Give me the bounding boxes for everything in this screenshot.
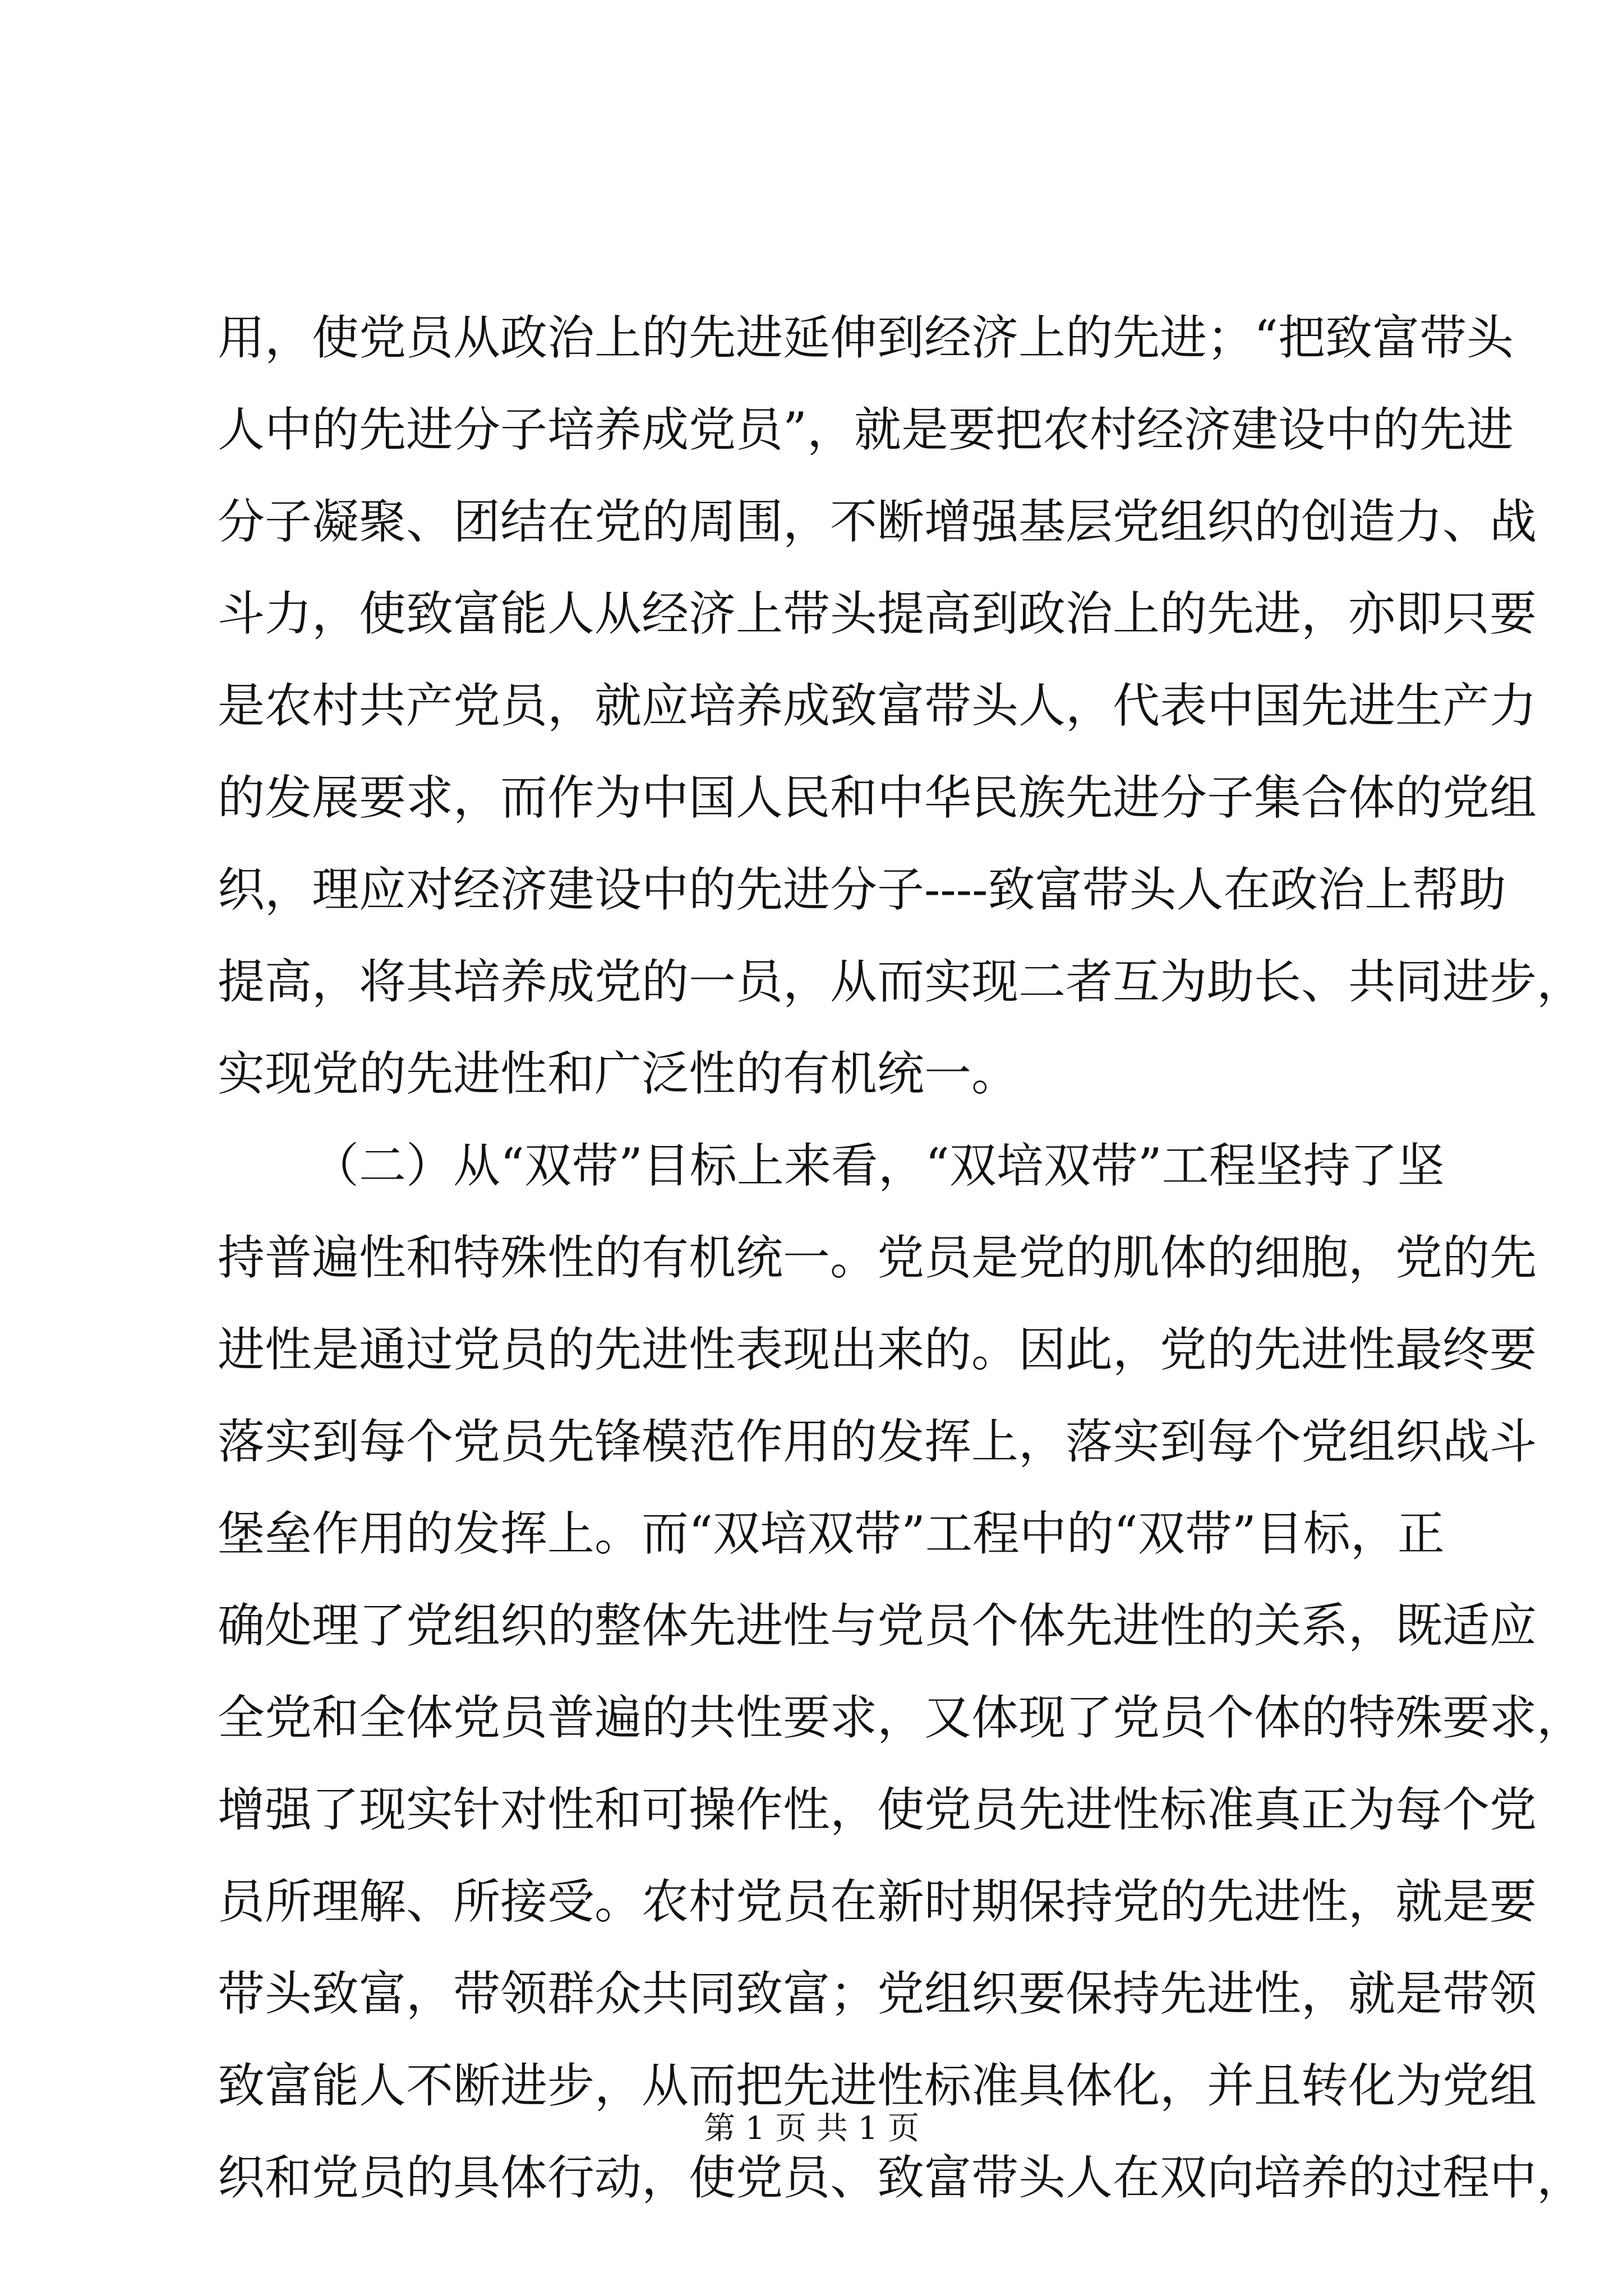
text-line: 用，使党员从政治上的先进延伸到经济上的先进；“把致富带头	[218, 310, 1514, 365]
text-line: 织，理应对经济建设中的先进分子----致富带头人在政治上帮助	[218, 862, 1506, 917]
text-line: 人中的先进分子培养成党员”，就是要把农村经济建设中的先进	[218, 402, 1514, 457]
text-line: 织和党员的具体行动，使党员、致富带头人在双向培养的过程中，	[218, 2150, 1584, 2205]
text-line: 斗力，使致富能人从经济上带头提高到政治上的先进，亦即只要	[218, 586, 1537, 641]
text-line: 带头致富，带领群众共同致富；党组织要保持先进性，就是带领	[218, 1966, 1537, 2021]
page-number-footer: 第 1 页 共 1 页	[703, 2110, 920, 2147]
text-line: 提高，将其培养成党的一员，从而实现二者互为助长、共同进步，	[218, 954, 1584, 1009]
text-line: 落实到每个党员先锋模范作用的发挥上，落实到每个党组织战斗	[218, 1414, 1537, 1469]
text-line: 是农村共产党员，就应培养成致富带头人，代表中国先进生产力	[218, 678, 1537, 733]
text-line: 全党和全体党员普遍的共性要求，又体现了党员个体的特殊要求，	[218, 1690, 1584, 1745]
body-text	[218, 292, 1584, 2224]
paragraph-start-line: （二）从“双带”目标上来看，“双培双带”工程坚持了坚	[312, 1138, 1445, 1193]
text-line: 员所理解、所接受。农村党员在新时期保持党的先进性，就是要	[218, 1874, 1537, 1929]
text-line: 堡垒作用的发挥上。而“双培双带”工程中的“双带”目标，正	[218, 1506, 1445, 1561]
text-line: 分子凝聚、团结在党的周围，不断增强基层党组织的创造力、战	[218, 494, 1537, 549]
text-line: 实现党的先进性和广泛性的有机统一。	[218, 1046, 1019, 1101]
text-line: 增强了现实针对性和可操作性，使党员先进性标准真正为每个党	[218, 1782, 1537, 1837]
text-line: 的发展要求，而作为中国人民和中华民族先进分子集合体的党组	[218, 770, 1537, 825]
text-line: 确处理了党组织的整体先进性与党员个体先进性的关系，既适应	[218, 1598, 1537, 1653]
text-line: 持普遍性和特殊性的有机统一。党员是党的肌体的细胞，党的先	[218, 1230, 1537, 1285]
text-line: 进性是通过党员的先进性表现出来的。因此，党的先进性最终要	[218, 1322, 1537, 1377]
text-line: 致富能人不断进步，从而把先进性标准具体化，并且转化为党组	[218, 2058, 1537, 2113]
